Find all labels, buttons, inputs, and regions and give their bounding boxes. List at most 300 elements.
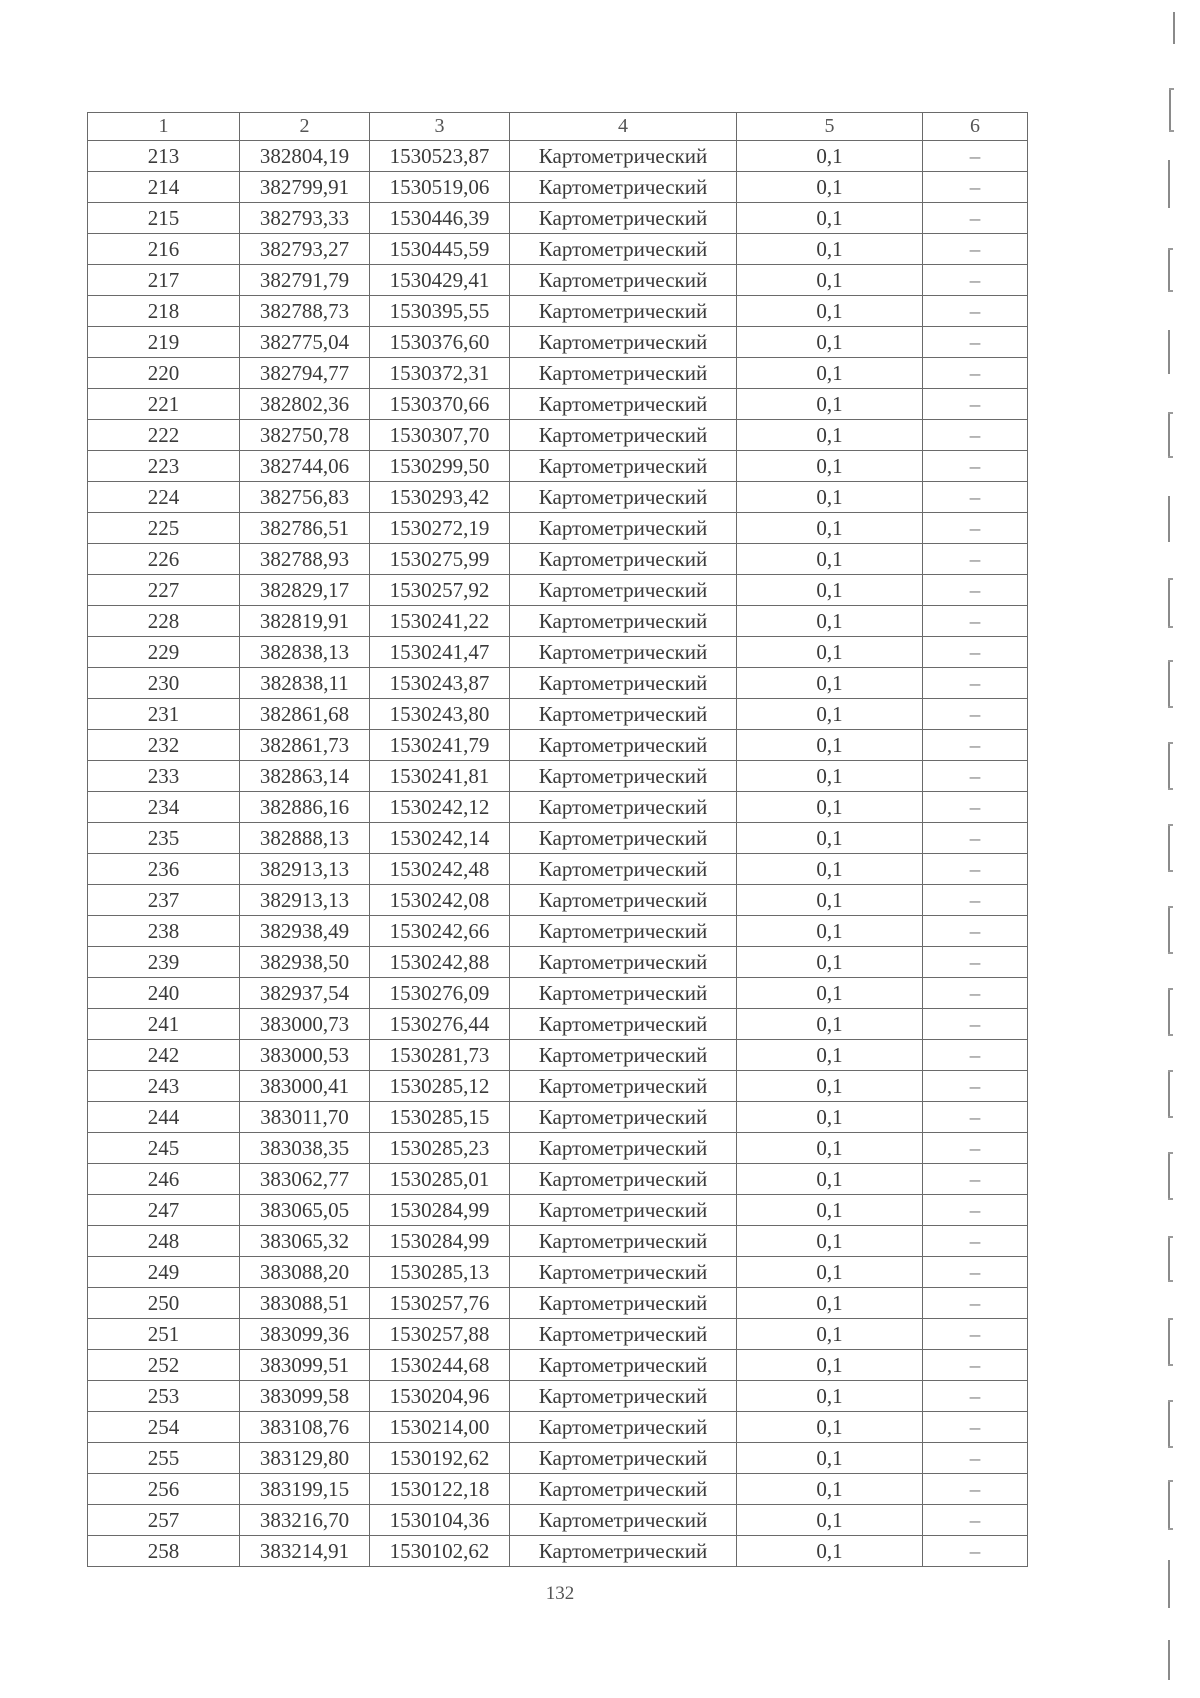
x-coordinate-cell: 382788,93: [240, 544, 370, 575]
accuracy-cell: 0,1: [737, 854, 923, 885]
point-number-cell: 216: [88, 234, 240, 265]
method-cell: Картометрический: [510, 823, 737, 854]
accuracy-cell: 0,1: [737, 327, 923, 358]
point-number-cell: 256: [88, 1474, 240, 1505]
accuracy-cell: 0,1: [737, 1133, 923, 1164]
method-cell: Картометрический: [510, 1071, 737, 1102]
margin-scan-mark: [1168, 1236, 1170, 1282]
y-coordinate-cell: 1530293,42: [370, 482, 510, 513]
margin-scan-mark: [1168, 248, 1170, 292]
accuracy-cell: 0,1: [737, 141, 923, 172]
description-cell: –: [923, 1040, 1028, 1071]
x-coordinate-cell: 382886,16: [240, 792, 370, 823]
y-coordinate-cell: 1530370,66: [370, 389, 510, 420]
x-coordinate-cell: 382799,91: [240, 172, 370, 203]
accuracy-cell: 0,1: [737, 451, 923, 482]
x-coordinate-cell: 383062,77: [240, 1164, 370, 1195]
method-cell: Картометрический: [510, 792, 737, 823]
point-number-cell: 234: [88, 792, 240, 823]
x-coordinate-cell: 382775,04: [240, 327, 370, 358]
description-cell: –: [923, 916, 1028, 947]
y-coordinate-cell: 1530276,44: [370, 1009, 510, 1040]
column-header: 2: [240, 113, 370, 141]
x-coordinate-cell: 382756,83: [240, 482, 370, 513]
point-number-cell: 217: [88, 265, 240, 296]
x-coordinate-cell: 382804,19: [240, 141, 370, 172]
y-coordinate-cell: 1530204,96: [370, 1381, 510, 1412]
description-cell: –: [923, 451, 1028, 482]
table-row: [88, 699, 1028, 730]
x-coordinate-cell: 382838,13: [240, 637, 370, 668]
x-coordinate-cell: 383038,35: [240, 1133, 370, 1164]
y-coordinate-cell: 1530429,41: [370, 265, 510, 296]
accuracy-cell: 0,1: [737, 1040, 923, 1071]
point-number-cell: 257: [88, 1505, 240, 1536]
method-cell: Картометрический: [510, 203, 737, 234]
method-cell: Картометрический: [510, 1102, 737, 1133]
y-coordinate-cell: 1530242,48: [370, 854, 510, 885]
x-coordinate-cell: 382863,14: [240, 761, 370, 792]
description-cell: –: [923, 482, 1028, 513]
x-coordinate-cell: 382793,27: [240, 234, 370, 265]
table-row: [88, 234, 1028, 265]
point-number-cell: 219: [88, 327, 240, 358]
method-cell: Картометрический: [510, 389, 737, 420]
point-number-cell: 258: [88, 1536, 240, 1567]
table-row: [88, 482, 1028, 513]
table-row: [88, 978, 1028, 1009]
method-cell: Картометрический: [510, 1164, 737, 1195]
description-cell: –: [923, 1319, 1028, 1350]
y-coordinate-cell: 1530376,60: [370, 327, 510, 358]
description-cell: –: [923, 1412, 1028, 1443]
x-coordinate-cell: 383099,58: [240, 1381, 370, 1412]
method-cell: Картометрический: [510, 544, 737, 575]
column-header: 3: [370, 113, 510, 141]
table-row: [88, 1443, 1028, 1474]
description-cell: –: [923, 1288, 1028, 1319]
y-coordinate-cell: 1530102,62: [370, 1536, 510, 1567]
x-coordinate-cell: 383214,91: [240, 1536, 370, 1567]
x-coordinate-cell: 382793,33: [240, 203, 370, 234]
y-coordinate-cell: 1530122,18: [370, 1474, 510, 1505]
description-cell: –: [923, 668, 1028, 699]
point-number-cell: 254: [88, 1412, 240, 1443]
accuracy-cell: 0,1: [737, 575, 923, 606]
description-cell: –: [923, 1505, 1028, 1536]
table-row: [88, 203, 1028, 234]
y-coordinate-cell: 1530242,66: [370, 916, 510, 947]
y-coordinate-cell: 1530242,14: [370, 823, 510, 854]
y-coordinate-cell: 1530257,76: [370, 1288, 510, 1319]
table-row: [88, 513, 1028, 544]
point-number-cell: 236: [88, 854, 240, 885]
x-coordinate-cell: 383000,73: [240, 1009, 370, 1040]
margin-scan-mark: [1173, 12, 1175, 44]
y-coordinate-cell: 1530519,06: [370, 172, 510, 203]
table-row: [88, 1474, 1028, 1505]
point-number-cell: 240: [88, 978, 240, 1009]
description-cell: –: [923, 544, 1028, 575]
table-row: [88, 1257, 1028, 1288]
table-row: [88, 1195, 1028, 1226]
table-row: [88, 358, 1028, 389]
margin-scan-mark: [1168, 1070, 1170, 1118]
description-cell: –: [923, 141, 1028, 172]
y-coordinate-cell: 1530275,99: [370, 544, 510, 575]
margin-scan-mark: [1168, 660, 1170, 708]
table-row: [88, 1536, 1028, 1567]
accuracy-cell: 0,1: [737, 1257, 923, 1288]
accuracy-cell: 0,1: [737, 265, 923, 296]
method-cell: Картометрический: [510, 575, 737, 606]
x-coordinate-cell: 382913,13: [240, 885, 370, 916]
accuracy-cell: 0,1: [737, 1102, 923, 1133]
table-row: [88, 389, 1028, 420]
x-coordinate-cell: 383199,15: [240, 1474, 370, 1505]
x-coordinate-cell: 382937,54: [240, 978, 370, 1009]
table-row: [88, 544, 1028, 575]
description-cell: –: [923, 823, 1028, 854]
description-cell: –: [923, 978, 1028, 1009]
accuracy-cell: 0,1: [737, 1009, 923, 1040]
method-cell: Картометрический: [510, 265, 737, 296]
point-number-cell: 255: [88, 1443, 240, 1474]
y-coordinate-cell: 1530192,62: [370, 1443, 510, 1474]
point-number-cell: 223: [88, 451, 240, 482]
point-number-cell: 227: [88, 575, 240, 606]
x-coordinate-cell: 382750,78: [240, 420, 370, 451]
method-cell: Картометрический: [510, 606, 737, 637]
description-cell: –: [923, 637, 1028, 668]
point-number-cell: 214: [88, 172, 240, 203]
x-coordinate-cell: 383000,53: [240, 1040, 370, 1071]
x-coordinate-cell: 382794,77: [240, 358, 370, 389]
point-number-cell: 241: [88, 1009, 240, 1040]
point-number-cell: 226: [88, 544, 240, 575]
x-coordinate-cell: 383065,32: [240, 1226, 370, 1257]
y-coordinate-cell: 1530285,01: [370, 1164, 510, 1195]
x-coordinate-cell: 383108,76: [240, 1412, 370, 1443]
point-number-cell: 233: [88, 761, 240, 792]
table-row: [88, 885, 1028, 916]
method-cell: Картометрический: [510, 1257, 737, 1288]
margin-scan-mark: [1168, 824, 1170, 872]
y-coordinate-cell: 1530272,19: [370, 513, 510, 544]
method-cell: Картометрический: [510, 1040, 737, 1071]
x-coordinate-cell: 382791,79: [240, 265, 370, 296]
table-row: [88, 1071, 1028, 1102]
accuracy-cell: 0,1: [737, 761, 923, 792]
description-cell: –: [923, 1226, 1028, 1257]
y-coordinate-cell: 1530104,36: [370, 1505, 510, 1536]
y-coordinate-cell: 1530276,09: [370, 978, 510, 1009]
table-row: [88, 1164, 1028, 1195]
x-coordinate-cell: 383129,80: [240, 1443, 370, 1474]
point-number-cell: 249: [88, 1257, 240, 1288]
y-coordinate-cell: 1530257,88: [370, 1319, 510, 1350]
accuracy-cell: 0,1: [737, 1474, 923, 1505]
point-number-cell: 220: [88, 358, 240, 389]
description-cell: –: [923, 761, 1028, 792]
accuracy-cell: 0,1: [737, 916, 923, 947]
point-number-cell: 238: [88, 916, 240, 947]
method-cell: Картометрический: [510, 1536, 737, 1567]
point-number-cell: 231: [88, 699, 240, 730]
x-coordinate-cell: 382861,73: [240, 730, 370, 761]
accuracy-cell: 0,1: [737, 482, 923, 513]
x-coordinate-cell: 382913,13: [240, 854, 370, 885]
accuracy-cell: 0,1: [737, 947, 923, 978]
description-cell: –: [923, 513, 1028, 544]
y-coordinate-cell: 1530307,70: [370, 420, 510, 451]
column-header: 6: [923, 113, 1028, 141]
table-header-row: [88, 113, 1028, 141]
accuracy-cell: 0,1: [737, 668, 923, 699]
method-cell: Картометрический: [510, 947, 737, 978]
margin-scan-mark: [1168, 906, 1170, 954]
accuracy-cell: 0,1: [737, 389, 923, 420]
accuracy-cell: 0,1: [737, 1195, 923, 1226]
method-cell: Картометрический: [510, 1226, 737, 1257]
x-coordinate-cell: 382861,68: [240, 699, 370, 730]
method-cell: Картометрический: [510, 451, 737, 482]
point-number-cell: 239: [88, 947, 240, 978]
y-coordinate-cell: 1530284,99: [370, 1195, 510, 1226]
margin-scan-mark: [1168, 1152, 1170, 1200]
y-coordinate-cell: 1530284,99: [370, 1226, 510, 1257]
description-cell: –: [923, 358, 1028, 389]
page-number: 132: [545, 1583, 575, 1604]
method-cell: Картометрический: [510, 1381, 737, 1412]
y-coordinate-cell: 1530242,08: [370, 885, 510, 916]
method-cell: Картометрический: [510, 1319, 737, 1350]
point-number-cell: 215: [88, 203, 240, 234]
table-row: [88, 916, 1028, 947]
description-cell: –: [923, 730, 1028, 761]
x-coordinate-cell: 382838,11: [240, 668, 370, 699]
method-cell: Картометрический: [510, 730, 737, 761]
y-coordinate-cell: 1530257,92: [370, 575, 510, 606]
accuracy-cell: 0,1: [737, 1412, 923, 1443]
accuracy-cell: 0,1: [737, 203, 923, 234]
x-coordinate-cell: 383216,70: [240, 1505, 370, 1536]
description-cell: –: [923, 792, 1028, 823]
y-coordinate-cell: 1530372,31: [370, 358, 510, 389]
x-coordinate-cell: 382819,91: [240, 606, 370, 637]
method-cell: Картометрический: [510, 513, 737, 544]
table-row: [88, 296, 1028, 327]
accuracy-cell: 0,1: [737, 544, 923, 575]
x-coordinate-cell: 383065,05: [240, 1195, 370, 1226]
description-cell: –: [923, 172, 1028, 203]
y-coordinate-cell: 1530243,87: [370, 668, 510, 699]
table-row: [88, 1350, 1028, 1381]
accuracy-cell: 0,1: [737, 1319, 923, 1350]
x-coordinate-cell: 382788,73: [240, 296, 370, 327]
method-cell: Картометрический: [510, 761, 737, 792]
method-cell: Картометрический: [510, 916, 737, 947]
point-number-cell: 232: [88, 730, 240, 761]
description-cell: –: [923, 699, 1028, 730]
point-number-cell: 213: [88, 141, 240, 172]
point-number-cell: 221: [88, 389, 240, 420]
accuracy-cell: 0,1: [737, 1288, 923, 1319]
y-coordinate-cell: 1530281,73: [370, 1040, 510, 1071]
method-cell: Картометрический: [510, 978, 737, 1009]
description-cell: –: [923, 947, 1028, 978]
description-cell: –: [923, 1133, 1028, 1164]
description-cell: –: [923, 203, 1028, 234]
description-cell: –: [923, 1102, 1028, 1133]
table-row: [88, 792, 1028, 823]
point-number-cell: 247: [88, 1195, 240, 1226]
y-coordinate-cell: 1530242,88: [370, 947, 510, 978]
x-coordinate-cell: 382786,51: [240, 513, 370, 544]
margin-scan-mark: [1168, 160, 1170, 208]
point-number-cell: 252: [88, 1350, 240, 1381]
method-cell: Картометрический: [510, 172, 737, 203]
method-cell: Картометрический: [510, 668, 737, 699]
table-row: [88, 730, 1028, 761]
margin-scan-mark: [1168, 1640, 1170, 1680]
accuracy-cell: 0,1: [737, 1443, 923, 1474]
margin-scan-mark: [1168, 988, 1170, 1036]
column-header: 1: [88, 113, 240, 141]
method-cell: Картометрический: [510, 141, 737, 172]
description-cell: –: [923, 1164, 1028, 1195]
x-coordinate-cell: 383011,70: [240, 1102, 370, 1133]
accuracy-cell: 0,1: [737, 1164, 923, 1195]
y-coordinate-cell: 1530395,55: [370, 296, 510, 327]
x-coordinate-cell: 382829,17: [240, 575, 370, 606]
accuracy-cell: 0,1: [737, 1226, 923, 1257]
point-number-cell: 246: [88, 1164, 240, 1195]
table-row: [88, 668, 1028, 699]
y-coordinate-cell: 1530299,50: [370, 451, 510, 482]
method-cell: Картометрический: [510, 1474, 737, 1505]
method-cell: Картометрический: [510, 1443, 737, 1474]
accuracy-cell: 0,1: [737, 1071, 923, 1102]
margin-scan-mark: [1168, 412, 1170, 458]
method-cell: Картометрический: [510, 1288, 737, 1319]
accuracy-cell: 0,1: [737, 1536, 923, 1567]
point-number-cell: 230: [88, 668, 240, 699]
margin-scan-mark: [1168, 496, 1170, 542]
accuracy-cell: 0,1: [737, 420, 923, 451]
accuracy-cell: 0,1: [737, 358, 923, 389]
method-cell: Картометрический: [510, 885, 737, 916]
method-cell: Картометрический: [510, 854, 737, 885]
accuracy-cell: 0,1: [737, 234, 923, 265]
table-row: [88, 1505, 1028, 1536]
description-cell: –: [923, 1257, 1028, 1288]
x-coordinate-cell: 382888,13: [240, 823, 370, 854]
y-coordinate-cell: 1530523,87: [370, 141, 510, 172]
accuracy-cell: 0,1: [737, 823, 923, 854]
margin-scan-mark: [1168, 1480, 1170, 1530]
accuracy-cell: 0,1: [737, 730, 923, 761]
method-cell: Картометрический: [510, 1009, 737, 1040]
y-coordinate-cell: 1530242,12: [370, 792, 510, 823]
table-row: [88, 420, 1028, 451]
margin-scan-mark: [1168, 330, 1170, 374]
method-cell: Картометрический: [510, 296, 737, 327]
x-coordinate-cell: 383099,36: [240, 1319, 370, 1350]
margin-scan-mark: [1168, 742, 1170, 790]
y-coordinate-cell: 1530243,80: [370, 699, 510, 730]
description-cell: –: [923, 234, 1028, 265]
column-header: 5: [737, 113, 923, 141]
description-cell: –: [923, 1536, 1028, 1567]
description-cell: –: [923, 606, 1028, 637]
table-row: [88, 451, 1028, 482]
method-cell: Картометрический: [510, 1195, 737, 1226]
point-number-cell: 248: [88, 1226, 240, 1257]
table-row: [88, 1319, 1028, 1350]
x-coordinate-cell: 383088,51: [240, 1288, 370, 1319]
y-coordinate-cell: 1530446,39: [370, 203, 510, 234]
description-cell: –: [923, 327, 1028, 358]
accuracy-cell: 0,1: [737, 172, 923, 203]
accuracy-cell: 0,1: [737, 1381, 923, 1412]
description-cell: –: [923, 420, 1028, 451]
x-coordinate-cell: 382938,50: [240, 947, 370, 978]
table-row: [88, 265, 1028, 296]
table-row: [88, 1412, 1028, 1443]
description-cell: –: [923, 1009, 1028, 1040]
description-cell: –: [923, 1474, 1028, 1505]
accuracy-cell: 0,1: [737, 792, 923, 823]
method-cell: Картометрический: [510, 1505, 737, 1536]
margin-scan-mark: [1169, 88, 1171, 132]
method-cell: Картометрический: [510, 482, 737, 513]
table-row: [88, 1288, 1028, 1319]
point-number-cell: 253: [88, 1381, 240, 1412]
point-number-cell: 242: [88, 1040, 240, 1071]
y-coordinate-cell: 1530241,22: [370, 606, 510, 637]
x-coordinate-cell: 383000,41: [240, 1071, 370, 1102]
description-cell: –: [923, 1443, 1028, 1474]
description-cell: –: [923, 885, 1028, 916]
point-number-cell: 243: [88, 1071, 240, 1102]
method-cell: Картометрический: [510, 1350, 737, 1381]
accuracy-cell: 0,1: [737, 699, 923, 730]
method-cell: Картометрический: [510, 1133, 737, 1164]
description-cell: –: [923, 1350, 1028, 1381]
description-cell: –: [923, 575, 1028, 606]
margin-scan-mark: [1168, 1400, 1170, 1448]
y-coordinate-cell: 1530285,13: [370, 1257, 510, 1288]
method-cell: Картометрический: [510, 420, 737, 451]
point-number-cell: 235: [88, 823, 240, 854]
table-body: [88, 141, 1028, 1567]
y-coordinate-cell: 1530445,59: [370, 234, 510, 265]
table-row: [88, 637, 1028, 668]
coordinates-table: [87, 112, 1028, 1567]
description-cell: –: [923, 1195, 1028, 1226]
table-row: [88, 1102, 1028, 1133]
table-row: [88, 1009, 1028, 1040]
accuracy-cell: 0,1: [737, 513, 923, 544]
table-row: [88, 947, 1028, 978]
point-number-cell: 250: [88, 1288, 240, 1319]
x-coordinate-cell: 383088,20: [240, 1257, 370, 1288]
margin-scan-mark: [1168, 1318, 1170, 1366]
x-coordinate-cell: 382938,49: [240, 916, 370, 947]
y-coordinate-cell: 1530241,81: [370, 761, 510, 792]
y-coordinate-cell: 1530244,68: [370, 1350, 510, 1381]
